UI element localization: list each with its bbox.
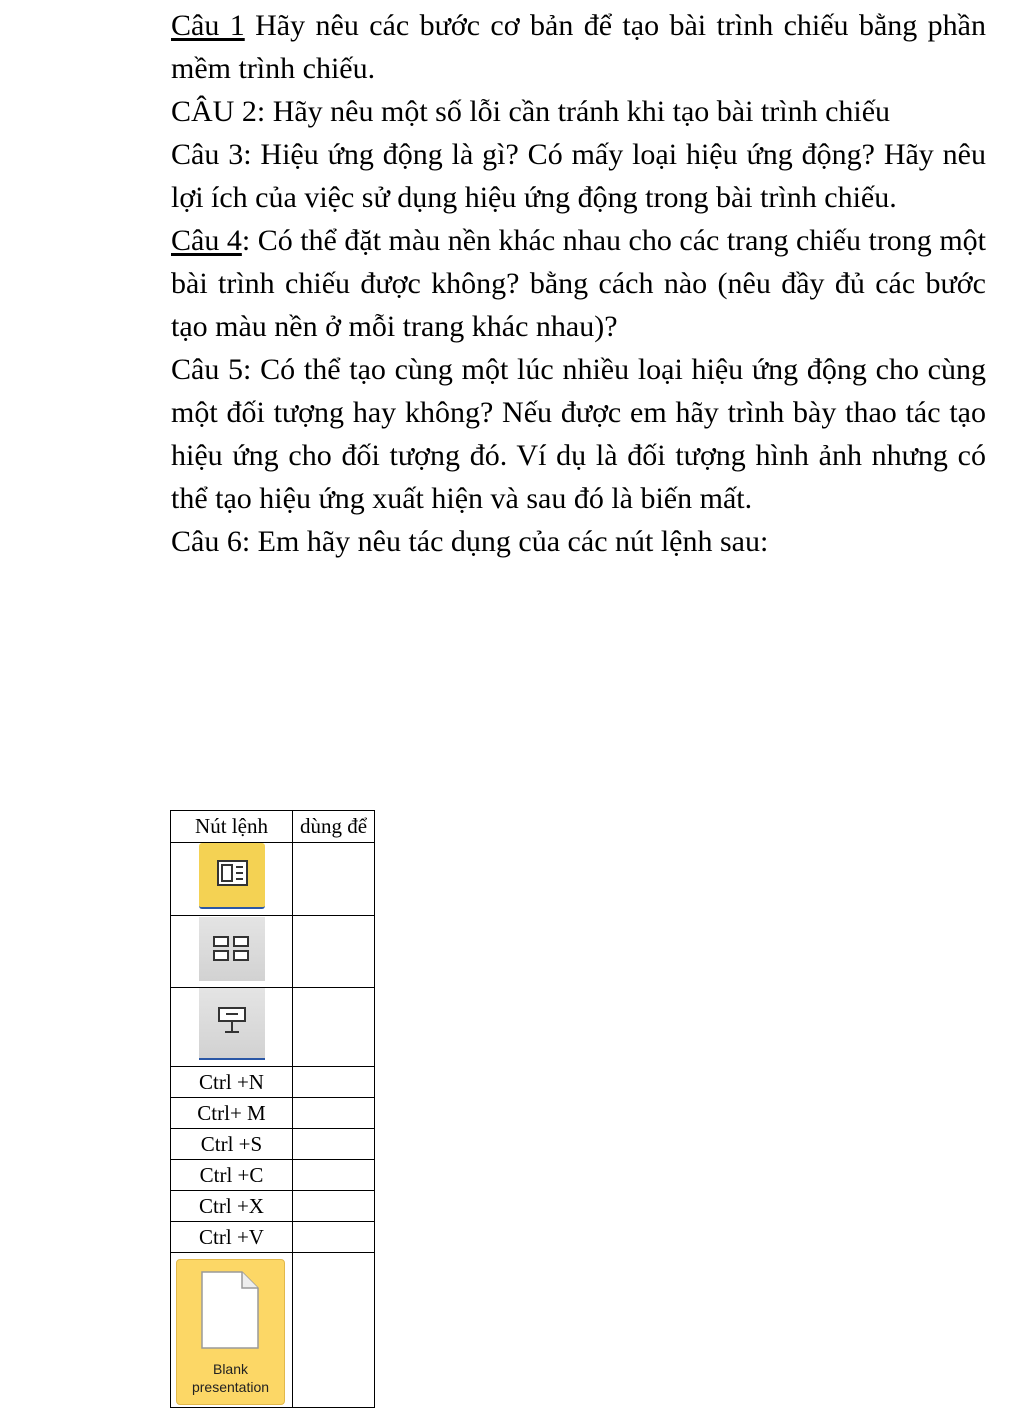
table-row: [171, 1098, 375, 1129]
command-cell: [171, 916, 293, 988]
purpose-cell[interactable]: [293, 1160, 375, 1191]
question-text: Hãy nêu một số lỗi cần tránh khi tạo bài trình chiếu: [265, 95, 891, 128]
question-label: Câu 3:: [171, 138, 252, 171]
slide-sorter-icon: [199, 917, 265, 981]
table-row: [171, 988, 375, 1067]
question-5: [171, 348, 986, 520]
blank-presentation-icon: [200, 1270, 260, 1350]
shortcut-cell: Ctrl +C: [171, 1160, 293, 1191]
table-row: [171, 1222, 375, 1253]
question-label: CÂU 2:: [171, 95, 266, 128]
shortcut-cell: Ctrl +V: [171, 1222, 293, 1253]
header-purpose: dùng để: [293, 811, 375, 843]
shortcut-cell: Ctrl +N: [171, 1067, 293, 1098]
purpose-cell[interactable]: [293, 916, 375, 988]
purpose-cell[interactable]: [293, 1067, 375, 1098]
shortcut-cell: Ctrl +S: [171, 1129, 293, 1160]
shortcut-cell: Ctrl +X: [171, 1191, 293, 1222]
purpose-cell[interactable]: [293, 1191, 375, 1222]
question-text: Hiệu ứng động là gì? Có mấy loại hiệu ứng động? Hãy nêu lợi ích của việc sử dụng hiệu ứng động trong bài trình chiếu.: [171, 138, 986, 214]
blank-presentation-button: [176, 1259, 285, 1405]
purpose-cell[interactable]: [293, 1098, 375, 1129]
table-row: [171, 916, 375, 988]
command-cell: [171, 988, 293, 1067]
purpose-cell[interactable]: [293, 988, 375, 1067]
slide-show-icon: [199, 988, 265, 1060]
purpose-cell[interactable]: [293, 1222, 375, 1253]
question-label: Câu 4: [171, 224, 242, 257]
command-table: [170, 810, 375, 1408]
question-text: : Có thể đặt màu nền khác nhau cho các trang chiếu trong một bài trình chiếu được không? bằng cách nào (nêu đầy đủ các bước tạo màu nền ở mỗi trang khác nhau)?: [171, 224, 986, 343]
question-label: Câu 1: [171, 9, 245, 42]
normal-view-icon: [199, 843, 265, 909]
command-cell: [171, 843, 293, 916]
question-text: Có thể tạo cùng một lúc nhiều loại hiệu ứng động cho cùng một đối tượng hay không? Nếu được em hãy trình bày thao tác tạo hiệu ứng cho đối tượng đó. Ví dụ là đối tượng hình ảnh nhưng có thể tạo hiệu ứng xuất hiện và sau đó là biến mất.: [171, 353, 986, 515]
table-header-row: [171, 811, 375, 843]
shortcut-cell: Ctrl+ M: [171, 1098, 293, 1129]
table-row: [171, 1067, 375, 1098]
blank-presentation-label: Blank presentation: [191, 1361, 270, 1395]
table-row: [171, 1191, 375, 1222]
question-label: Câu 6:: [171, 525, 251, 558]
question-1: [171, 4, 986, 90]
purpose-cell[interactable]: [293, 1129, 375, 1160]
table-row: [171, 843, 375, 916]
table-row: [171, 1129, 375, 1160]
command-cell: [171, 1253, 293, 1408]
question-3: [171, 133, 986, 219]
table-row: [171, 1160, 375, 1191]
question-text: Em hãy nêu tác dụng của các nút lệnh sau:: [250, 525, 769, 558]
purpose-cell[interactable]: [293, 843, 375, 916]
purpose-cell[interactable]: [293, 1253, 375, 1408]
question-4: [171, 219, 986, 348]
header-command: Nút lệnh: [171, 811, 293, 843]
question-list: [171, 4, 986, 563]
table-row: [171, 1253, 375, 1408]
question-text: Hãy nêu các bước cơ bản để tạo bài trình chiếu bằng phần mềm trình chiếu.: [171, 9, 986, 85]
question-label: Câu 5:: [171, 353, 252, 386]
question-6: [171, 520, 986, 563]
question-2: [171, 90, 986, 133]
